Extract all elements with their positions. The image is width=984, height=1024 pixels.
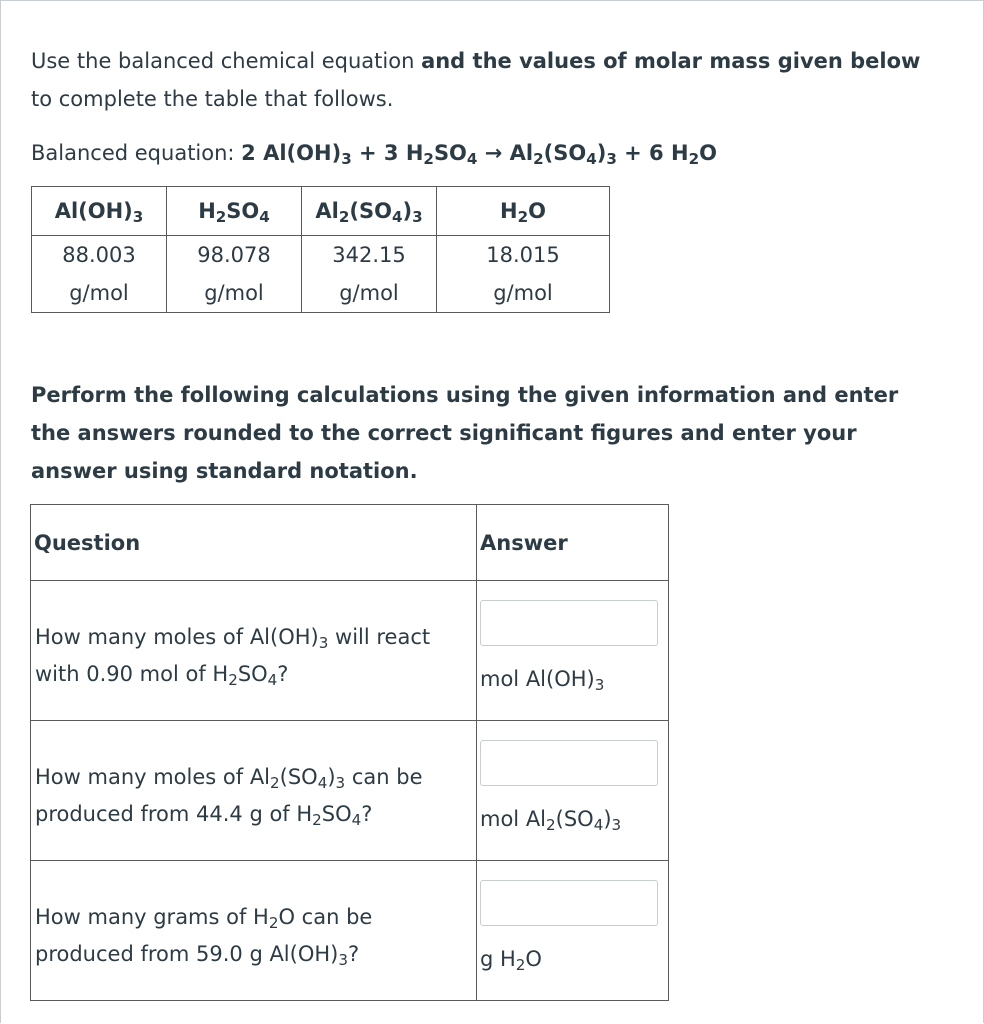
instructions: Perform the following calculations using the given information and enter the answers rounded to the correct significant figures and enter your answer using standard notation. <box>31 383 899 483</box>
molar-mass-aluminum-hydroxide: 88.003 g/mol <box>32 236 167 313</box>
answer-input-moles-al2so43[interactable] <box>480 740 658 786</box>
answer-cell <box>477 721 669 861</box>
question-cell <box>31 861 477 1001</box>
answer-cell <box>477 861 669 1001</box>
answer-header: Answer <box>477 505 669 581</box>
intro-text-start: Use the balanced chemical equation <box>31 49 422 73</box>
question-cell <box>31 581 477 721</box>
answer-cell <box>477 581 669 721</box>
table-row <box>31 581 669 721</box>
question-text: How many grams of $H_2O$ can be produced from 59.0 g $Al(OH)_3$? <box>35 905 373 970</box>
molar-mass-water: 18.015 g/mol <box>437 236 610 313</box>
equation-label: Balanced equation: <box>31 141 242 165</box>
question-text: How many moles of $Al(OH)_3$ will react with 0.90 mol of $H_2SO_4$? <box>35 625 431 690</box>
answer-input-moles-aloh3[interactable] <box>480 600 658 646</box>
table-row <box>31 861 669 1001</box>
header-aluminum-hydroxide: $Al(OH)_3$ <box>32 187 167 236</box>
equation-formula: 2 $Al(OH)_3 + 3$ $H_2SO_4 \to Al_2(SO_4)_3 + 6$ $H_2O$ <box>241 141 717 169</box>
molar-mass-sulfuric-acid: 98.078 g/mol <box>167 236 302 313</box>
header-aluminum-sulfate: $Al_2(SO_4)_3$ <box>302 187 437 236</box>
intro-paragraph <box>31 42 931 118</box>
header-sulfuric-acid: $H_2SO_4$ <box>167 187 302 236</box>
answer-input-grams-water[interactable] <box>480 880 658 926</box>
header-water: $H_2O$ <box>437 187 610 236</box>
table-row <box>31 721 669 861</box>
question-answer-table <box>30 504 669 1001</box>
answer-unit: mol $Al_2(SO_4)_3$ <box>480 807 622 835</box>
question-text: How many moles of $Al_2(SO_4)_3$ can be produced from 44.4 g of $H_2SO_4$? <box>35 765 423 830</box>
molar-mass-aluminum-sulfate: 342.15 g/mol <box>302 236 437 313</box>
question-cell <box>31 721 477 861</box>
answer-unit: mol $Al(OH)_3$ <box>480 667 605 695</box>
intro-text-end: to complete the table that follows. <box>31 87 394 111</box>
molar-mass-table <box>31 186 610 313</box>
question-header: Question <box>31 505 477 581</box>
balanced-equation <box>31 134 717 172</box>
intro-text-bold: and the values of molar mass given below <box>421 49 921 73</box>
answer-unit: g $H_2O$ <box>480 947 542 975</box>
